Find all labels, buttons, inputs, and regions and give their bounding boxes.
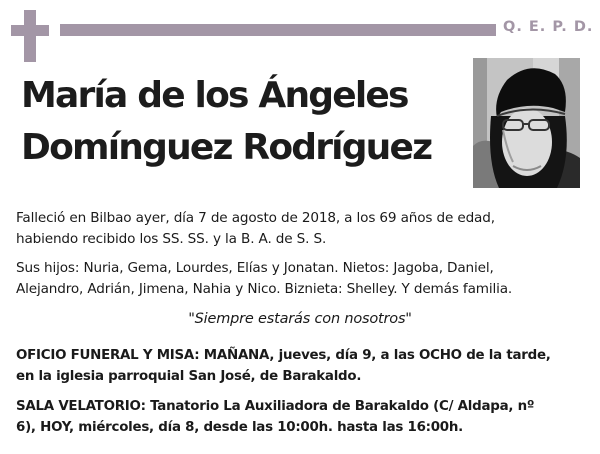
wake-line-1: SALA VELATORIO: Tanatorio La Auxiliadora de Barakaldo (C/ Aldapa, nº [16, 399, 535, 414]
name-line-1: María de los Ángeles [21, 75, 408, 116]
qepd-label: Q. E. P. D. [503, 19, 594, 35]
name-line-2: Domínguez Rodríguez [21, 127, 432, 168]
cross-vertical-bar [24, 10, 36, 62]
wake-line-2: 6), HOY, miércoles, día 8, desde las 10:00h. hasta las 16:00h. [16, 420, 463, 435]
memorial-quote: "Siempre estarás con nosotros" [188, 311, 412, 327]
funeral-info [16, 345, 586, 387]
header-band [60, 24, 496, 36]
announcement-line-2: habiendo recibido los SS. SS. y la B. A. de S. S. [16, 231, 327, 247]
deceased-name [21, 70, 431, 174]
family-line-1: Sus hijos: Nuria, Gema, Lourdes, Elías y Jonatan. Nietos: Jagoba, Daniel, [16, 260, 494, 276]
cross-icon [11, 10, 49, 62]
cross-horizontal-bar [11, 25, 49, 36]
death-announcement [16, 208, 586, 250]
wake-info [16, 396, 586, 438]
announcement-line-1: Falleció en Bilbao ayer, día 7 de agosto de 2018, a los 69 años de edad, [16, 210, 495, 226]
family-line-2: Alejandro, Adrián, Jimena, Nahia y Nico. Biznieta: Shelley. Y demás familia. [16, 281, 513, 297]
funeral-line-2: en la iglesia parroquial San José, de Barakaldo. [16, 369, 362, 384]
portrait-photo [473, 58, 580, 188]
portrait-image [473, 58, 580, 188]
family-list [16, 258, 586, 300]
funeral-line-1: OFICIO FUNERAL Y MISA: MAÑANA, jueves, día 9, a las OCHO de la tarde, [16, 348, 551, 363]
